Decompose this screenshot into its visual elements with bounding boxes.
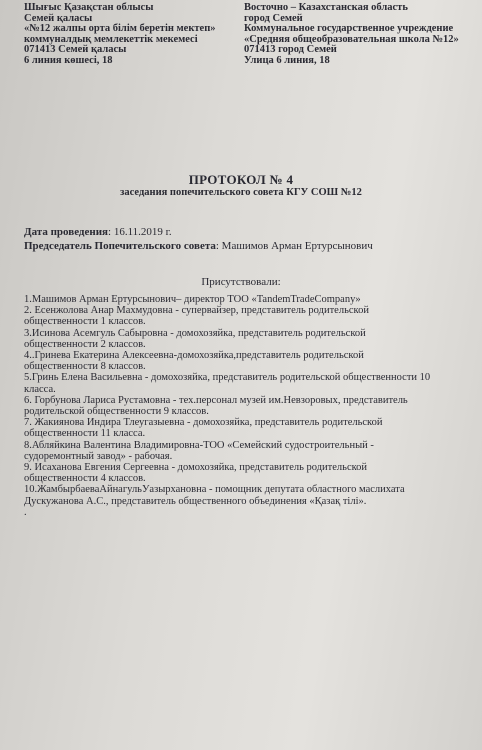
chairman-value: : Машимов Арман Ертурсынович bbox=[215, 240, 373, 252]
header-left-line: 6 линия көшесі, 18 bbox=[24, 54, 113, 66]
header-left-line: «№12 жалпы орта білім беретін мектеп» bbox=[24, 23, 216, 35]
meeting-date-label: Дата проведения bbox=[24, 226, 109, 238]
member-line: 6. Горбунова Лариса Рустамовна - тех.персонал музей им.Невзоровых, представитель bbox=[24, 394, 408, 406]
member-line: 10.ЖамбырбаеваАйнагульУазырхановна - помощник депутата областного маслихата bbox=[24, 484, 405, 496]
member-line: 3.Исинова Асемгуль Сабыровна - домохозяйка, представитель родительской bbox=[24, 327, 366, 339]
meeting-date bbox=[24, 226, 172, 238]
document-title: ПРОТОКОЛ № 4 bbox=[188, 172, 294, 187]
header-right-line: Коммунальное государственное учреждение bbox=[244, 23, 454, 35]
header-left-line: коммуналдық мемлекеттік мекемесі bbox=[24, 33, 198, 45]
header-right-line: «Средняя общеобразовательная школа №12» bbox=[244, 33, 459, 45]
member-line: 8.Абляйкина Валентина Владимировна-ТОО «Семейский судостроительный - bbox=[24, 439, 374, 451]
member-line: 7. Жакиянова Индира Тлеугазыевна - домохозяйка, представитель родительской bbox=[24, 417, 383, 429]
member-line: класса. bbox=[24, 383, 56, 395]
member-line: общественности 2 классов. bbox=[24, 338, 146, 350]
document-subtitle: заседания попечительского совета КГУ СОШ №12 bbox=[120, 187, 362, 198]
member-line: общественности 4 классов. bbox=[24, 473, 146, 485]
chairman bbox=[24, 240, 373, 252]
header-right-block bbox=[244, 3, 459, 67]
header-left-line: 071413 Семей қаласы bbox=[24, 44, 127, 56]
chairman-label: Председатель Попечительского совета bbox=[24, 240, 216, 252]
header-left-block bbox=[24, 3, 216, 67]
member-line: судоремонтный завод» - рабочая. bbox=[24, 450, 173, 462]
member-line: общественности 8 классов. bbox=[24, 361, 146, 373]
member-line: общественности 11 класса. bbox=[24, 428, 146, 440]
member-line: . bbox=[24, 506, 27, 518]
member-line: 4..Гринева Екатерина Алексеевна-домохозяйка,представитель родительской bbox=[24, 350, 364, 362]
members-list bbox=[24, 294, 464, 518]
present-heading: Присутствовали: bbox=[201, 276, 281, 288]
header-left-line: Шығыс Қазақстан облысы bbox=[24, 2, 154, 13]
member-line: 2. Есенжолова Анар Махмудовна - супервайзер, представитель родительской bbox=[24, 305, 369, 317]
header-right-line: город Семей bbox=[244, 12, 303, 24]
member-line: родительской общественности 9 классов. bbox=[24, 406, 209, 418]
member-line: Дускужанова А.С., представитель общественного объединения «Қазақ тілі». bbox=[24, 495, 367, 507]
member-line: 1.Машимов Арман Ертурсынович– директор ТОО «TandemTradeCompany» bbox=[24, 294, 361, 305]
meeting-date-value: : 16.11.2019 г. bbox=[108, 226, 172, 238]
header-right-line: Улица 6 линия, 18 bbox=[244, 54, 330, 66]
header-right-line: 071413 город Семей bbox=[244, 44, 337, 56]
member-line: 9. Исаханова Евгения Сергеевна - домохозяйка, представитель родительской bbox=[24, 462, 368, 474]
member-line: общественности 1 классов. bbox=[24, 316, 146, 328]
header-right-line: Восточно – Казахстанская область bbox=[244, 2, 408, 13]
header-left-line: Семей қаласы bbox=[24, 12, 93, 24]
member-line: 5.Гринь Елена Васильевна - домохозяйка, представитель родительской общественности 10 bbox=[24, 372, 431, 384]
